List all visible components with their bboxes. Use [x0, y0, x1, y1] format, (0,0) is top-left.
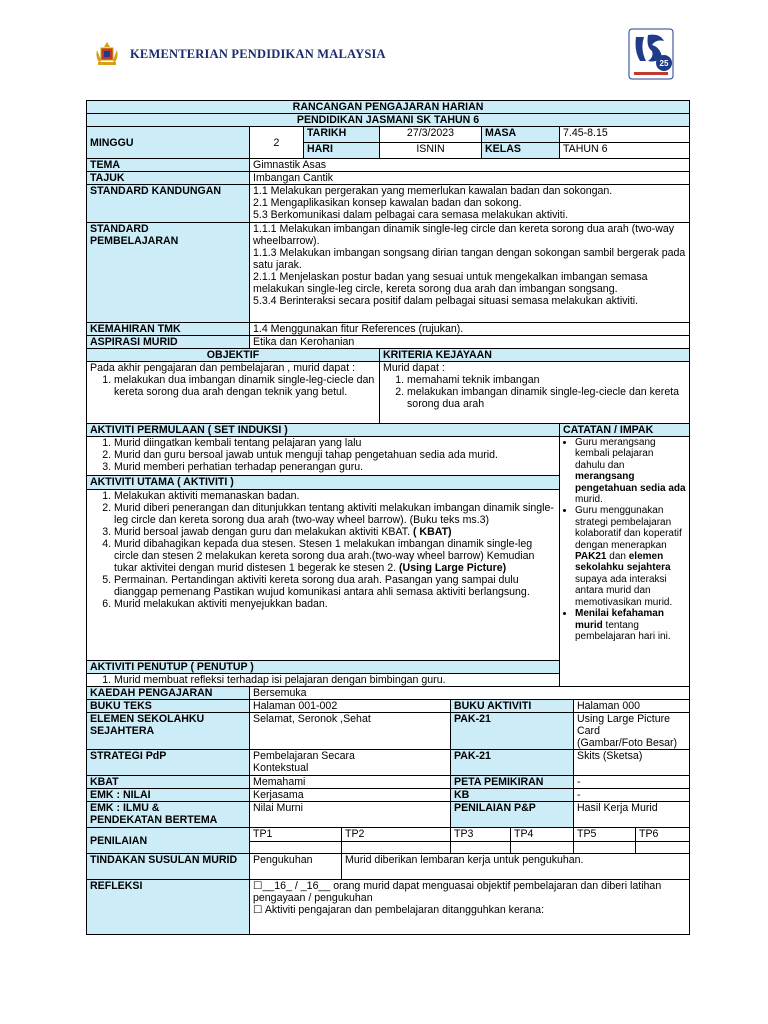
tajuk-value: Imbangan Cantik — [250, 172, 690, 185]
kaedah-value: Bersemuka — [250, 687, 690, 700]
note-text: supaya ada interaksi antara murid dan memotivasikan murid. — [575, 573, 673, 608]
lesson-plan-table — [86, 100, 690, 935]
minggu-label: MINGGU — [87, 127, 250, 159]
utama-item-text: Murid dibahagikan kepada dua stesen. Stesen 1 melakukan imbangan dinamik single-leg circle dan stesen 2 melakukan kereta sorong dua arah.(two-way wheel barrow) Kemudian tukar aktivitei dengan murid distesen 1 begerak ke stesen 2. — [114, 538, 535, 574]
utama-content — [87, 490, 559, 610]
pak21-value — [574, 713, 690, 750]
pak21-value-line: (Gambar/Foto Besar) — [577, 737, 678, 749]
kbat-label: KBAT — [87, 776, 250, 789]
kbat-tag: ( KBAT) — [412, 526, 452, 538]
masa-value: 7.45-8.15 — [560, 127, 690, 143]
elemen-label-line: SEJAHTERA — [90, 725, 155, 737]
utama-item: 6. Murid melakukan aktiviti menyejukkan badan. — [114, 598, 556, 610]
catatan-note — [575, 437, 686, 505]
tmk-label: KEMAHIRAN TMK — [87, 323, 250, 336]
utama-item — [114, 538, 556, 574]
ilmu-label-line: EMK : ILMU & — [90, 802, 160, 814]
refleksi-label: REFLEKSI — [87, 880, 250, 935]
tarikh-label: TARIKH — [304, 127, 380, 143]
hari-label: HARI — [304, 143, 380, 159]
tp-score — [250, 842, 342, 854]
utama-label: AKTIVITI UTAMA ( AKTIVITI ) — [87, 475, 559, 490]
tp-cell: TP6 — [636, 828, 690, 842]
strategi-value-line: Pembelajaran Secara — [253, 750, 355, 762]
penutup-item: 1. Murid membuat refleksi terhadap isi pelajaran dengan bimbingan guru. — [114, 674, 556, 686]
utama-item: 2. Murid diberi penerangan dan ditunjukkan tentang aktiviti melakukan imbangan dinamik single-leg circle dan kereta sorong dua arah (two-way wheel barrow). (Buku teks ms.3) — [114, 502, 556, 526]
bukuteks-value: Halaman 001-002 — [250, 700, 451, 713]
permulaan-item: 2. Murid dan guru bersoal jawab untuk menguji tahap pengetahuan sedia ada murid. — [114, 449, 556, 461]
tp-score — [574, 842, 636, 854]
tp-cell: TP4 — [511, 828, 574, 842]
kriteria-label: KRITERIA KEJAYAAN — [380, 349, 690, 362]
sp-line: 1.1.3 Melakukan imbangan songsang dirian tangan dengan sokongan sambil bergerak pada satu jarak. — [253, 247, 686, 271]
note-text: Guru menggunakan strategi pembelajaran kolaboratif dan koperatif dengan menerapkan — [575, 505, 682, 551]
sp-label-line: STANDARD — [90, 223, 149, 235]
permulaan-item: 3. Murid memberi perhatian terhadap penerangan guru. — [114, 461, 556, 473]
tp-score — [342, 842, 451, 854]
sp-line: 2.1.1 Menjelaskan postur badan yang sesuai untuk mengekalkan imbangan semasa melakukan single-leg circle, kereta sorong dua arah dan imbangan songsang. — [253, 271, 648, 295]
note-text: dan — [606, 551, 629, 563]
tindakan-type: Pengukuhan — [250, 854, 342, 880]
aspirasi-label: ASPIRASI MURID — [87, 336, 250, 349]
sp-line: 5.3.4 Berinteraksi secara positif dalam pelbagai situasi semasa melakukan aktiviti. — [253, 295, 639, 307]
sp-content — [250, 223, 690, 323]
strategi-label: STRATEGI PdP — [87, 750, 250, 776]
catatan-note — [575, 505, 686, 608]
note-text: murid. — [575, 494, 603, 506]
kriteria-item: 2. melakukan imbangan dinamik single-leg-ciecle dan kereta sorong dua arah — [407, 386, 686, 410]
kriteria-item: 1. memahami teknik imbangan — [407, 374, 686, 386]
note-emphasis: Menilai kefahaman murid — [575, 608, 664, 631]
note-emphasis: elemen sekolahku sejahtera — [575, 551, 671, 574]
note-emphasis: merangsang pengetahuan sedia ada — [575, 471, 686, 494]
catatan-label: CATATAN / IMPAK — [560, 424, 690, 437]
kriteria-content — [380, 362, 690, 424]
penilaianpp-label: PENILAIAN P&P — [451, 802, 574, 828]
tajuk-label: TAJUK — [87, 172, 250, 185]
plan-title: RANCANGAN PENGAJARAN HARIAN — [87, 101, 690, 114]
tindakan-value: Murid diberikan lembaran kerja untuk pengukuhan. — [342, 854, 690, 880]
permulaan-content — [87, 437, 559, 475]
sk-line: 5.3 Berkomunikasi dalam pelbagai cara semasa melakukan aktiviti. — [253, 209, 569, 221]
sk-line: 1.1 Melakukan pergerakan yang memerlukan kawalan badan dan sokongan. — [253, 185, 613, 197]
sk-label: STANDARD KANDUNGAN — [87, 185, 250, 223]
bukuaktiviti-label: BUKU AKTIVITI — [451, 700, 574, 713]
refleksi-line: ☐__16_ / _16__ orang murid dapat menguasai objektif pembelajaran dan diberi latihan pengayaan / pengukuhan — [253, 880, 662, 904]
objektif-item: 1. melakukan dua imbangan dinamik single-leg-ciecle dan kereta sorong dua arah dengan teknik yang betul. — [114, 374, 376, 398]
strategi-value-line: Kontekstual — [253, 762, 309, 774]
malaysia-crest-icon — [94, 40, 120, 68]
note-emphasis: PAK21 — [575, 551, 607, 563]
sp-label-line: PEMBELAJARAN — [90, 235, 179, 247]
nilai-label: EMK : NILAI — [87, 789, 250, 802]
utama-item: 1. Melakukan aktiviti memanaskan badan. — [114, 490, 556, 502]
tp-score — [511, 842, 574, 854]
elemen-value: Selamat, Seronok ,Sehat — [250, 713, 451, 750]
objektif-content — [87, 362, 380, 424]
bukuteks-label: BUKU TEKS — [87, 700, 250, 713]
kbat-value: Memahami — [250, 776, 451, 789]
bukuaktiviti-value: Halaman 000 — [574, 700, 690, 713]
tp-cell: TP2 — [342, 828, 451, 842]
catatan-note — [575, 608, 686, 642]
penutup-content — [87, 674, 560, 687]
plan-subtitle: PENDIDIKAN JASMANI SK TAHUN 6 — [87, 114, 690, 127]
pak21-value: Skits (Sketsa) — [574, 750, 690, 776]
page-header — [88, 30, 688, 85]
refleksi-content — [250, 880, 690, 935]
objektif-label: OBJEKTIF — [87, 349, 380, 362]
tp-cell: TP3 — [451, 828, 511, 842]
kelas-label: KELAS — [482, 143, 560, 159]
pemikiran-label: PETA PEMIKIRAN — [451, 776, 574, 789]
penutup-label: AKTIVITI PENUTUP ( PENUTUP ) — [87, 661, 560, 674]
tp-score — [636, 842, 690, 854]
kelas-value: TAHUN 6 — [560, 143, 690, 159]
ilmu-label — [87, 802, 250, 828]
minggu-value: 2 — [250, 127, 304, 159]
permulaan-item: 1. Murid diingatkan kembali tentang pelajaran yang lalu — [114, 437, 556, 449]
tmk-value: 1.4 Menggunakan fitur References (rujukan). — [250, 323, 690, 336]
pak21-label: PAK-21 — [451, 750, 574, 776]
elemen-label — [87, 713, 250, 750]
sp-label — [87, 223, 250, 323]
tema-label: TEMA — [87, 159, 250, 172]
aspirasi-value: Etika dan Kerohanian — [250, 336, 690, 349]
elemen-label-line: ELEMEN SEKOLAHKU — [90, 713, 205, 725]
tp-cell: TP1 — [250, 828, 342, 842]
permulaan-label: AKTIVITI PERMULAAN ( SET INDUKSI ) — [87, 424, 560, 437]
objektif-intro: Pada akhir pengajaran dan pembelajaran , murid dapat : — [90, 362, 356, 374]
penilaian-label: PENILAIAN — [87, 828, 250, 854]
strategi-value — [250, 750, 451, 776]
tema-value: Gimnastik Asas — [250, 159, 690, 172]
sp-line: 1.1.1 Melakukan imbangan dinamik single-leg circle dan kereta sorong dua arah (two-way wheelbarrow). — [253, 223, 675, 247]
hari-value: ISNIN — [380, 143, 482, 159]
tarikh-value: 27/3/2023 — [380, 127, 482, 143]
utama-item-text: Murid bersoal jawab dengan guru dan melakukan aktiviti KBAT. — [114, 526, 413, 538]
ilmu-value: Nilai Murni — [250, 802, 451, 828]
nilai-value: Kerjasama — [250, 789, 451, 802]
kaedah-label: KAEDAH PENGAJARAN — [87, 687, 250, 700]
tp-cell: TP5 — [574, 828, 636, 842]
pak21-label: PAK-21 — [451, 713, 574, 750]
large-picture-tag: (Using Large Picture) — [399, 562, 507, 574]
activities-cell — [87, 437, 560, 661]
tp-score — [451, 842, 511, 854]
penilaianpp-value: Hasil Kerja Murid — [574, 802, 690, 828]
pak21-value-line: Using Large Picture Card — [577, 713, 671, 737]
sk-line: 2.1 Mengaplikasikan konsep kawalan badan dan sokong. — [253, 197, 522, 209]
note-text: tentang pembelajaran hari ini. — [575, 619, 671, 642]
masa-label: MASA — [482, 127, 560, 143]
sk-content — [250, 185, 690, 223]
ilmu-label-line: PENDEKATAN BERTEMA — [90, 814, 218, 826]
anniversary-logo-icon — [626, 27, 676, 82]
kb-label: KB — [451, 789, 574, 802]
utama-item: 5. Permainan. Pertandingan aktiviti kereta sorong dua arah. Pasangan yang sampai dulu dianggap pemenang Pastikan wujud komunikasi antara ahli semasa aktiviti berlangsung. — [114, 574, 556, 598]
kriteria-intro: Murid dapat : — [383, 362, 445, 374]
tindakan-label: TINDAKAN SUSULAN MURID — [87, 854, 250, 880]
kb-value: - — [574, 789, 690, 802]
pemikiran-value: - — [574, 776, 690, 789]
utama-item — [114, 526, 556, 538]
catatan-content — [560, 437, 690, 687]
refleksi-line: ☐ Aktiviti pengajaran dan pembelajaran ditangguhkan kerana: — [253, 904, 545, 916]
logo-number: 25 — [659, 59, 669, 68]
note-text: Guru merangsang kembali pelajaran dahulu dan — [575, 437, 656, 471]
ministry-name: KEMENTERIAN PENDIDIKAN MALAYSIA — [130, 47, 386, 61]
